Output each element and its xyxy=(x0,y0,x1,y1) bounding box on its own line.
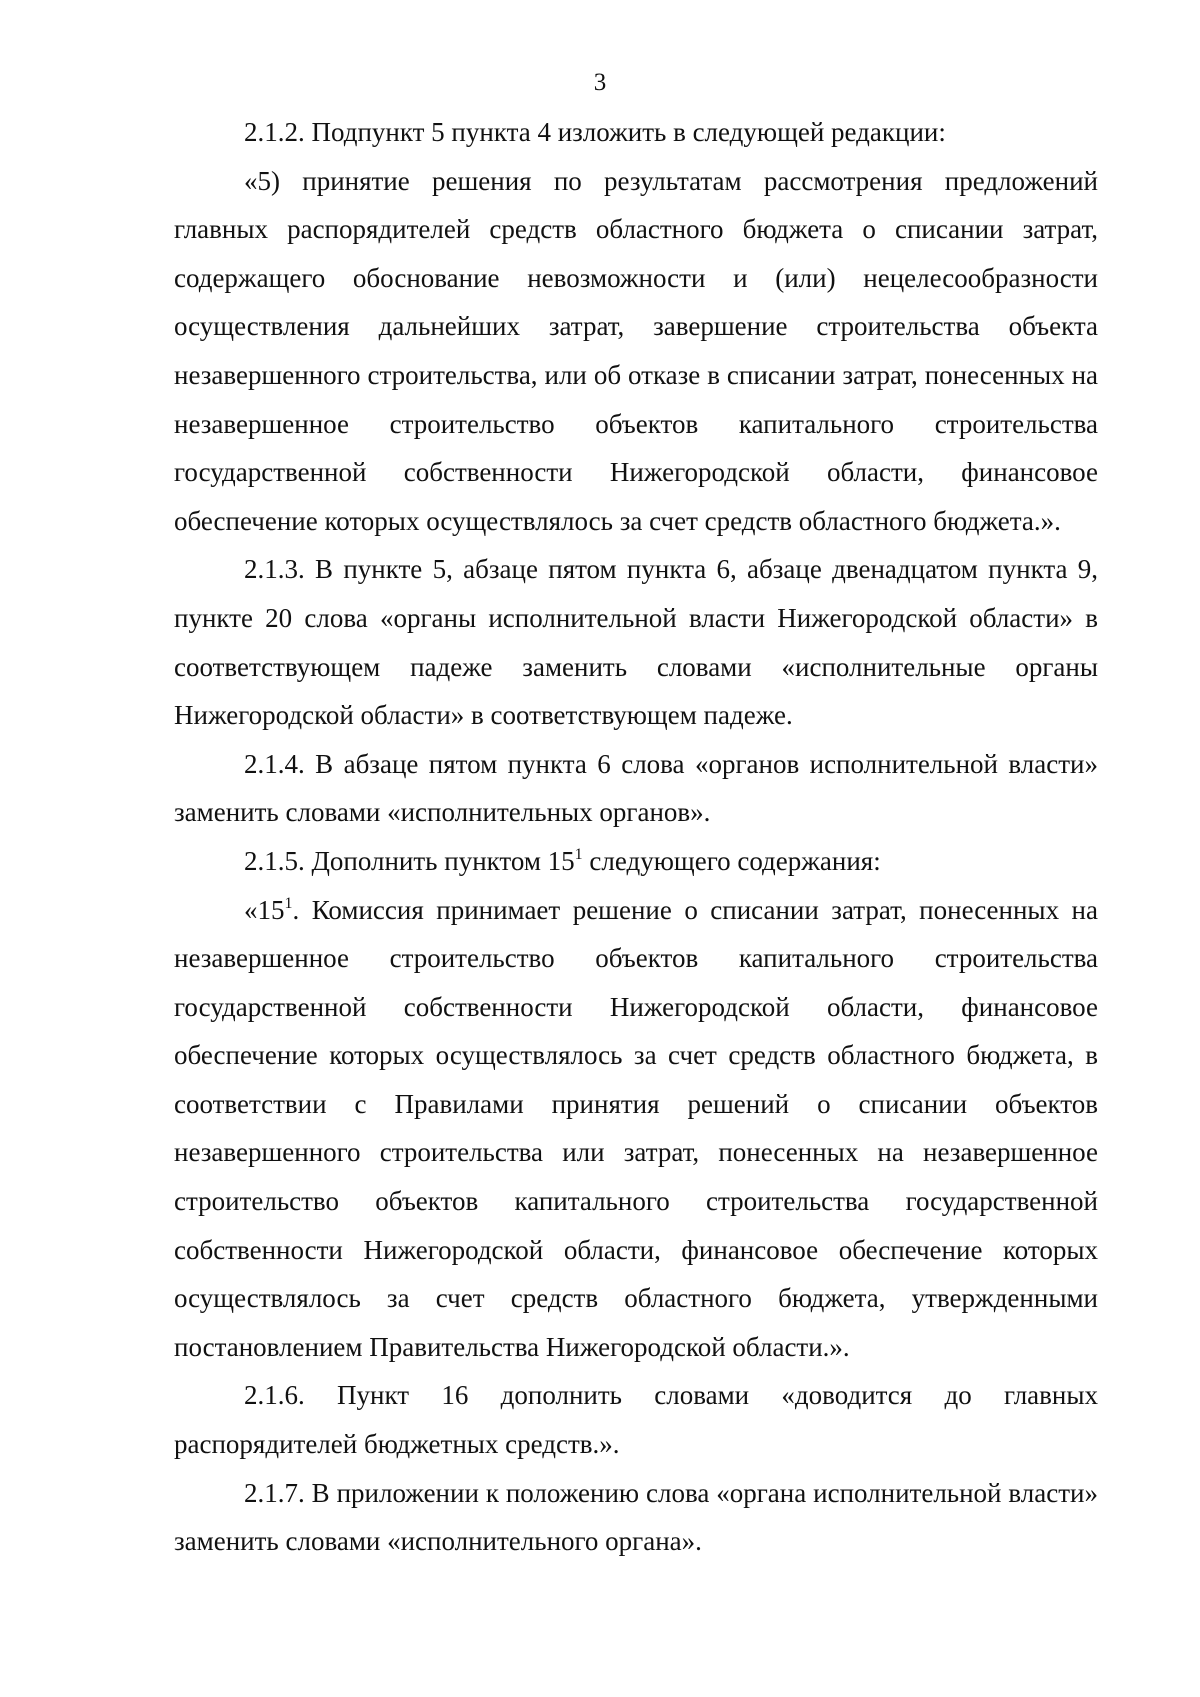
paragraph-2-1-5 xyxy=(174,837,1098,886)
paragraph-subitem-5-text: «5) принятие решения по результатам рассмотрения предложений главных распорядителей средств областного бюджета о списании затрат, содержащего обоснование невозможности и (или) нецелесообразности осуществления дальнейших затрат, завершение строительства объекта незавершенного строительства, или об отказе в списании затрат, понесенных на незавершенное строительство объектов капитального строительства государственной собственности Нижегородской области, финансовое обеспечение которых осуществлялось за счет средств областного бюджета.». xyxy=(174,165,1098,536)
paragraph-2-1-6: 2.1.6. Пункт 16 дополнить словами «доводится до главных распорядителей бюджетных средств.». xyxy=(174,1380,1098,1460)
paragraph-2-1-5-text-start: 2.1.5. Дополнить пунктом 15 xyxy=(244,845,575,876)
paragraph-2-1-4: 2.1.4. В абзаце пятом пункта 6 слова «органов исполнительной власти» заменить словами «исполнительных органов». xyxy=(174,748,1098,828)
paragraph-item-15-1 xyxy=(174,886,1098,1372)
paragraph-2-1-7: 2.1.7. В приложении к положению слова «органа исполнительной власти» заменить словами «исполнительного органа». xyxy=(174,1477,1098,1557)
paragraph-item-15-1-text-end: . Комиссия принимает решение о списании затрат, понесенных на незавершенное строительство объектов капитального строительства государственной собственности Нижегородской области, финансовое обеспечение которых осуществлялось за счет средств областного бюджета, в соответствии с Правилами принятия решений о списании объектов незавершенного строительства или затрат, понесенных на незавершенное строительство объектов капитального строительства государственной собственности Нижегородской области, финансовое обеспечение которых осуществлялось за счет средств областного бюджета, утвержденными постановлением Правительства Нижегородской области.». xyxy=(174,894,1098,1362)
paragraph-item-15-1-text-start: «15 xyxy=(244,894,285,925)
paragraph-2-1-3: 2.1.3. В пункте 5, абзаце пятом пункта 6, абзаце двенадцатом пункта 9, пункте 20 слова «органы исполнительной власти Нижегородской области» в соответствующем падеже заменить словами «исполнительные органы Нижегородской области» в соответствующем падеже. xyxy=(174,554,1098,731)
superscript-index: 1 xyxy=(574,845,583,863)
superscript-index: 1 xyxy=(284,894,293,912)
paragraph-2-1-2: 2.1.2. Подпункт 5 пункта 4 изложить в следующей редакции: xyxy=(244,117,946,147)
paragraph-2-1-5-text-end: следующего содержания: xyxy=(582,845,881,876)
document-body xyxy=(174,108,1098,1566)
page-number: 3 xyxy=(593,69,607,96)
